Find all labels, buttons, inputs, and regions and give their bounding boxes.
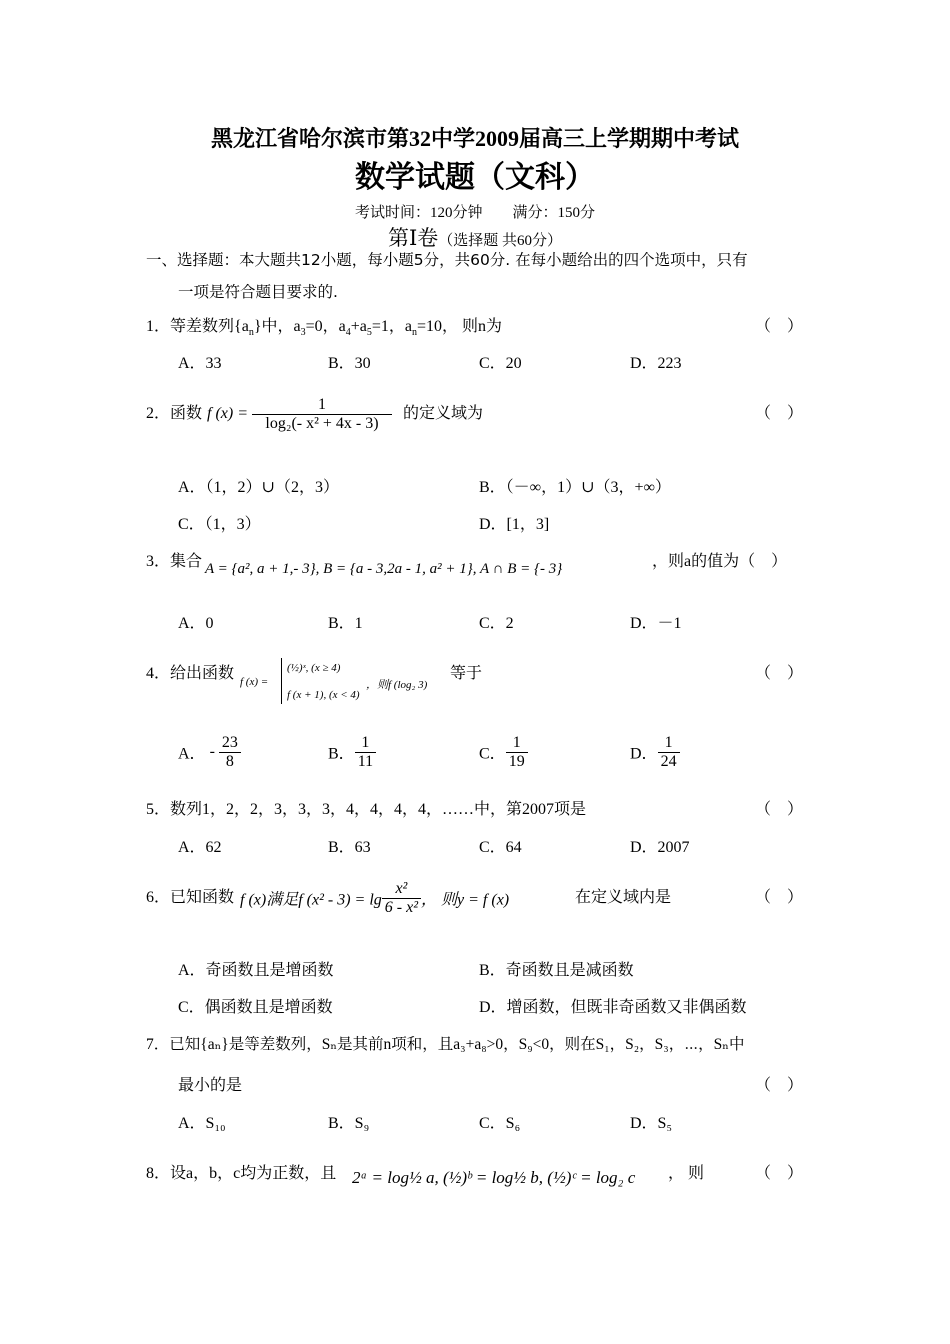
question-7-option-c: C．S₆ bbox=[479, 1115, 521, 1132]
question-1-stem: 1．等差数列$\{a_n\}$中，$a_3=0$，$a_4+a_5=1$，$a_n=10$， 则n为 bbox=[146, 318, 503, 339]
question-2-option-b: B．（－∞，1）∪（3，+∞） bbox=[479, 479, 671, 496]
question-4-stem-end: 等于 bbox=[450, 665, 483, 682]
question-3-option-c: C．2 bbox=[479, 615, 514, 632]
question-6-stem-end: 在定义域内是 bbox=[575, 889, 672, 906]
question-6-option-d: D．增函数，但既非奇函数又非偶函数 bbox=[479, 999, 747, 1016]
question-6-formula: f (x)满足f (x² - 3) = lg $\frac{\text{x²}}{\text{6 - x²}}$ ， 则y = f (x) bbox=[240, 880, 510, 916]
question-4-expr: ，则f (log₂ 3) bbox=[366, 679, 428, 691]
question-8-stem-end: ， 则 bbox=[668, 1165, 705, 1182]
question-4-brace bbox=[281, 658, 286, 704]
question-5-option-d: D．2007 bbox=[630, 839, 690, 856]
question-4-option-a: A． - $\frac{23}{8}$ bbox=[178, 734, 241, 770]
question-2-option-a: A．（1，2）∪（2，3） bbox=[178, 479, 339, 496]
question-8-answer-blank: （ ） bbox=[755, 1165, 804, 1182]
question-8-equation: 2ᵃ = log½ a, (½)ᵇ = log½ b, (½)ᶜ = log₂ c bbox=[352, 1168, 636, 1187]
exam-title: 黑龙江省哈尔滨市第32中学2009届高三上学期期中考试 bbox=[210, 126, 739, 151]
question-2-option-c: C．（1，3） bbox=[178, 516, 261, 533]
question-5-option-a: A．62 bbox=[178, 839, 222, 856]
question-1-option-b: B．30 bbox=[328, 355, 371, 372]
question-6-stem: 6．已知函数 bbox=[146, 889, 235, 906]
question-4-stem: 4．给出函数 bbox=[146, 665, 235, 682]
question-7-answer-blank: （ ） bbox=[755, 1077, 804, 1094]
question-2-answer-blank: （ ） bbox=[755, 405, 804, 422]
question-3-stem: 3．集合 bbox=[146, 553, 203, 570]
question-7-stem: 7．已知{aₙ}是等差数列，Sₙ是其前n项和，且a₃+a₈>0，S₉<0，则在S₁，S₂，S₃，⋯，Sₙ中 bbox=[146, 1036, 745, 1053]
question-3-stem-end: ，则a的值为（ ） bbox=[652, 553, 788, 570]
question-4-option-c: C． $\frac{1}{19}$ bbox=[479, 734, 528, 770]
question-2-stem-end: 的定义域为 bbox=[403, 405, 484, 422]
question-7-stem-line2: 最小的是 bbox=[178, 1077, 243, 1094]
question-4-f-label: f (x) = bbox=[240, 676, 269, 688]
question-5-answer-blank: （ ） bbox=[755, 801, 804, 818]
question-6-option-a: A．奇函数且是增函数 bbox=[178, 962, 334, 979]
question-2-formula: f (x) = $\frac{1}{\text{log₂(- x² + 4x - 3)}}$ bbox=[207, 396, 392, 432]
question-8-stem: 8．设a，b，c均为正数，且 bbox=[146, 1165, 337, 1182]
exam-subtitle: 数学试题（文科） bbox=[355, 161, 595, 194]
question-4-option-b: B． $\frac{1}{11}$ bbox=[328, 734, 376, 770]
exam-info: 考试时间：120分钟 满分：150分 bbox=[354, 205, 595, 221]
question-3-set-expression: A = {a², a + 1,- 3}, B = {a - 3,2a - 1, a² + 1}, A ∩ B = {- 3} bbox=[205, 561, 563, 577]
question-4-case-1: (½)ˣ, (x ≥ 4) bbox=[287, 662, 341, 674]
question-6-option-c: C．偶函数且是增函数 bbox=[178, 999, 333, 1016]
question-5-option-b: B．63 bbox=[328, 839, 371, 856]
part-heading: 第Ⅰ卷（选择题 共60分） bbox=[387, 226, 563, 250]
question-4-option-d: D． $\frac{1}{24}$ bbox=[630, 734, 680, 770]
question-2-stem: 2．函数 bbox=[146, 405, 203, 422]
question-3-option-b: B．1 bbox=[328, 615, 363, 632]
question-6-option-b: B．奇函数且是减函数 bbox=[479, 962, 634, 979]
question-1-option-c: C．20 bbox=[479, 355, 522, 372]
question-7-option-b: B．S₉ bbox=[328, 1115, 370, 1132]
section-instructions-line1: 一、选择题：本大题共12小题，每小题5分，共60分. 在每小题给出的四个选项中，只有 bbox=[146, 251, 748, 269]
question-6-answer-blank: （ ） bbox=[755, 889, 804, 906]
question-5-stem: 5．数列1，2，2，3，3，3，4，4，4，4，……中，第2007项是 bbox=[146, 801, 587, 818]
question-4-case-2: f (x + 1), (x < 4) bbox=[287, 689, 360, 701]
question-1-option-a: A．33 bbox=[178, 355, 222, 372]
question-3-option-d: D．－1 bbox=[630, 615, 682, 632]
question-4-answer-blank: （ ） bbox=[755, 665, 804, 682]
question-1-answer-blank: （ ） bbox=[755, 318, 804, 335]
question-5-option-c: C．64 bbox=[479, 839, 522, 856]
question-3-option-a: A．0 bbox=[178, 615, 214, 632]
question-7-option-a: A．S₁₀ bbox=[178, 1115, 226, 1132]
section-instructions-line2: 一项是符合题目要求的. bbox=[178, 283, 338, 301]
question-2-option-d: D．[1，3] bbox=[479, 516, 550, 533]
question-7-option-d: D．S₅ bbox=[630, 1115, 673, 1132]
question-1-option-d: D．223 bbox=[630, 355, 682, 372]
